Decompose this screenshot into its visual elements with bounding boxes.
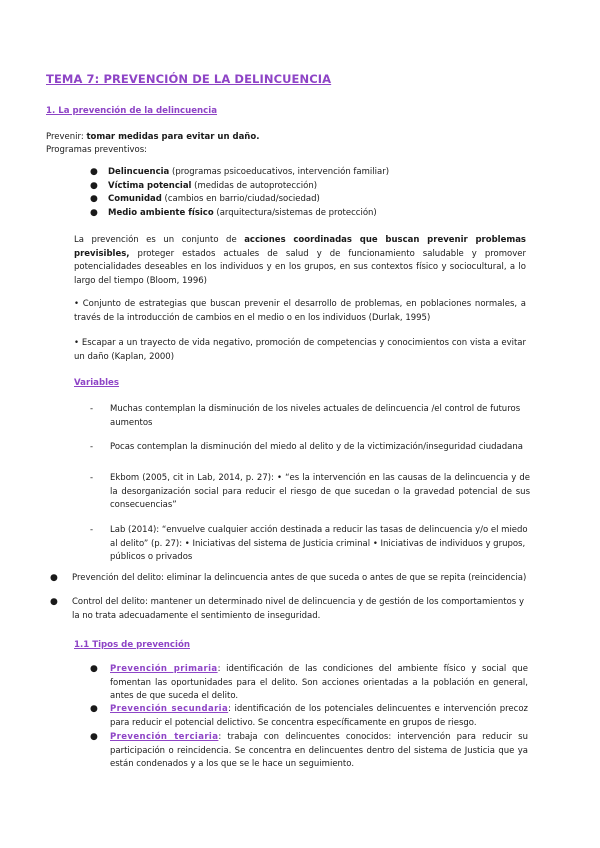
list-item: ● Prevención primaria: identificación de las condiciones del ambiente físico y social que fomentan las oportunidades para el delito. Son acciones orientadas a la población en general, antes de que suceda el delito. — [90, 664, 528, 701]
list-item: ● Prevención del delito: eliminar la delincuencia antes de que suceda o antes de que se repita (reincidencia) — [50, 573, 527, 583]
programas-label: Programas preventivos: — [46, 145, 147, 155]
prevenir-definition — [46, 131, 259, 145]
tipos-list — [90, 663, 528, 773]
paragraph-bloom: La prevención es un conjunto de acciones coordinadas que buscan prevenir problemas previsibles, proteger estados actuales de salud y de funcionamiento saludable y promover potencialidades deseables en los individuos y en los grupos, en sus contextos físico y sociocultural, a lo largo del tiempo (Bloom, 1996) — [74, 235, 526, 286]
list-item: ● Medio ambiente físico (arquitectura/sistemas de protección) — [90, 207, 377, 218]
list-item: ● Víctima potencial (medidas de autoprotección) — [90, 180, 318, 191]
list-item: ● Delincuencia (programas psicoeducativos, intervención familiar) — [90, 167, 390, 177]
document-title: TEMA 7: PREVENCIÓN DE LA DELINCUENCIA — [46, 72, 332, 86]
list-item: - Pocas contemplan la disminución del miedo al delito y de la victimización/inseguridad ciudadana — [90, 442, 523, 452]
programas-list — [90, 166, 510, 220]
list-item: ● Comunidad (cambios en barrio/ciudad/sociedad) — [90, 194, 320, 204]
list-item: - Muchas contemplan la disminución de los niveles actuales de delincuencia /el control de futuros aumentos — [90, 404, 521, 428]
tipos-heading: 1.1 Tipos de prevención — [74, 640, 190, 650]
list-item: ● Control del delito: mantener un determinado nivel de delincuencia y de gestión de los comportamientos y la no trata adecuadamente el sentimiento de inseguridad. — [50, 597, 524, 621]
section-heading: 1. La prevención de la delincuencia — [46, 106, 218, 116]
variables-list — [90, 403, 530, 568]
prevenir-label: Prevenir: — [46, 132, 87, 142]
control-list — [50, 572, 530, 626]
list-item: ● Prevención secundaria: identificación de los potenciales delincuentes e intervención precoz para reducir el potencial delictivo. Se concentra específicamente en grupos de riesgo. — [90, 704, 529, 728]
prevenir-def: tomar medidas para evitar un daño. — [86, 132, 260, 142]
variables-heading: Variables — [74, 378, 120, 388]
list-item: ● Prevención terciaria: trabaja con delincuentes conocidos: intervención para reducir su participación o reincidencia. Se concentra en delincuentes dentro del sistema de Justicia que ya están condenados y a los que se le hace un seguimiento. — [90, 732, 528, 769]
list-item: - Ekbom (2005, cit in Lab, 2014, p. 27): • “es la intervención en las causas de la delincuencia y de la desorganización social para reducir el riesgo de que sucedan o la gravedad potencial de sus consecuencias” — [90, 473, 530, 510]
paragraph-kaplan: • Escapar a un trayecto de vida negativo, promoción de competencias y conocimientos con vista a evitar un daño (Kaplan, 2000) — [74, 338, 526, 362]
list-item: - Lab (2014): “envuelve cualquier acción destinada a reducir las tasas de delincuencia y/o el miedo al delito” (p. 27): • Iniciativas del sistema de Justicia criminal • Iniciativas de individuos y grupos, públicos o privados — [90, 525, 528, 562]
paragraph-durlak: • Conjunto de estrategias que buscan prevenir el desarrollo de problemas, en poblaciones normales, a través de la introducción de cambios en el medio o en los individuos (Durlak, 1995) — [74, 299, 526, 323]
